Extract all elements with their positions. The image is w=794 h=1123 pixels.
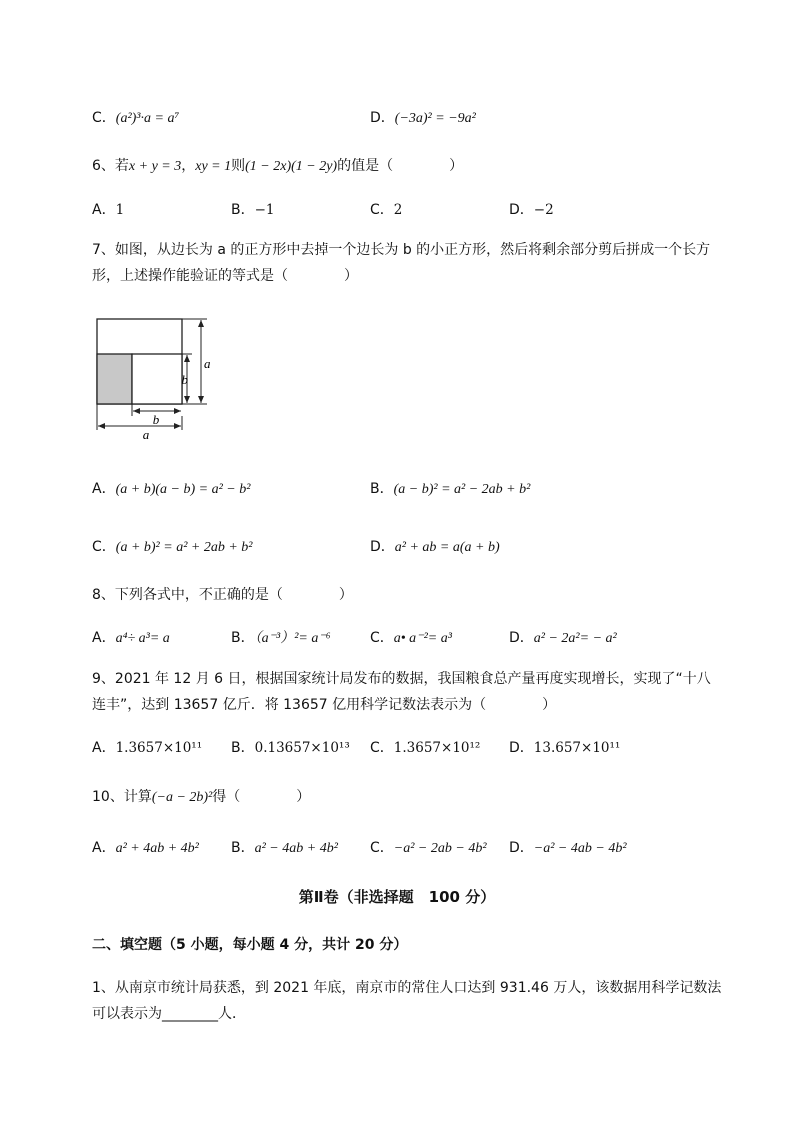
option-label: D． (509, 202, 534, 218)
q10-stem-b: 得（ ） (212, 789, 311, 805)
option-text: a² − 4ab + 4b² (254, 841, 338, 856)
q10-option-d (509, 838, 627, 859)
option-label: B． (231, 202, 255, 218)
q7-option-a (92, 479, 250, 500)
label-b: b (181, 372, 188, 387)
q6-sep: ， (181, 158, 196, 174)
arrow-head (198, 396, 204, 403)
arrow-head (198, 320, 204, 327)
option-label: D． (370, 539, 395, 555)
q10-option-c (370, 838, 487, 859)
option-label: A． (92, 202, 116, 218)
option-label: C． (370, 202, 394, 218)
option-text: (a + b)² = a² + 2ab + b² (115, 540, 253, 555)
option-label: C． (92, 539, 116, 555)
option-label: C． (370, 840, 394, 856)
q9-option-b (231, 738, 350, 758)
arrow-head (133, 408, 140, 414)
part2-title: 第Ⅱ卷（非选择题 100 分） (298, 888, 496, 906)
option-text: a² + ab = a(a + b) (394, 540, 500, 555)
q6-stem-b: 的值是（ ） (337, 158, 464, 174)
q8-option-b (231, 628, 331, 649)
option-label: B． (231, 840, 255, 856)
q8-option-a (92, 628, 170, 649)
arrow-head (174, 423, 181, 429)
q9-stem-line2: 连丰”，达到 13657 亿斤．将 13657 亿用科学记数法表示为（ ） (92, 697, 557, 713)
q6-option-b (231, 200, 275, 220)
option-label: D． (509, 840, 534, 856)
q9-option-d (509, 738, 620, 758)
option-text: a⁴÷ a³= a (115, 631, 170, 646)
q6-stem-a: 6、若 (92, 158, 129, 174)
q9-stem-line1: 9、2021 年 12 月 6 日，根据国家统计局发布的数据，我国粮食总产量再度实现增长，实现了“十八 (92, 671, 711, 687)
q10-expr: (−a − 2b)² (151, 790, 213, 805)
option-label: B． (370, 481, 394, 497)
option-text: 1.3657×10¹² (393, 740, 481, 756)
option-label: A． (92, 481, 116, 497)
q5-option-c (92, 108, 179, 129)
q5-option-d (370, 108, 476, 129)
option-text: (a − b)² = a² − 2ab + b² (393, 482, 531, 497)
option-text: −1 (254, 202, 275, 218)
q10-stem-a: 10、计算 (92, 789, 152, 805)
option-text: a² − 2a²= − a² (533, 631, 617, 646)
option-label: A． (92, 740, 116, 756)
small-square (132, 354, 182, 404)
q6-option-c (370, 200, 402, 220)
arrow-head (98, 423, 105, 429)
label-a-right: a (204, 356, 211, 371)
option-text: (a + b)(a − b) = a² − b² (115, 482, 251, 497)
arrow-head (184, 355, 190, 362)
q10-option-b (231, 838, 338, 859)
q6-stem (92, 156, 463, 177)
option-text: 13.657×10¹¹ (533, 740, 621, 756)
option-text: 2 (393, 202, 403, 218)
option-text: 1.3657×10¹¹ (115, 740, 203, 756)
q7-figure (92, 314, 222, 442)
section2-heading: 二、填空题（5 小题，每小题 4 分，共计 20 分） (92, 937, 408, 953)
option-text: −2 (533, 202, 554, 218)
q6-option-d (509, 200, 554, 220)
option-expr: (−3a)² = −9a² (394, 111, 476, 126)
q6-option-a (92, 200, 124, 220)
option-text: 0.13657×10¹³ (254, 740, 350, 756)
q7-stem-line1: 7、如图，从边长为 a 的正方形中去掉一个边长为 b 的小正方形，然后将剩余部分剪后拼成一个长方 (92, 242, 711, 258)
arrow-head (184, 396, 190, 403)
option-label: A． (92, 630, 116, 646)
option-text: 1 (115, 202, 125, 218)
label-a-bottom: a (142, 427, 150, 442)
arrow-head (174, 408, 181, 414)
q6-expr2: xy = 1 (195, 159, 232, 174)
option-expr: (a²)³·a = a⁷ (115, 111, 180, 126)
option-text: −a² − 4ab − 4b² (533, 841, 627, 856)
q9-option-c (370, 738, 480, 758)
option-text: a• a⁻²= a³ (393, 631, 452, 646)
q7-option-d (370, 537, 500, 558)
option-label: D． (509, 630, 534, 646)
q6-expr3: (1 − 2x)(1 − 2y) (245, 159, 338, 174)
option-label: D． (509, 740, 534, 756)
option-text: −a² − 2ab − 4b² (393, 841, 487, 856)
option-text: a² + 4ab + 4b² (115, 841, 199, 856)
option-text: （a⁻³）²= a⁻⁶ (254, 631, 331, 646)
q6-expr1: x + y = 3 (128, 159, 182, 174)
q7-option-b (370, 479, 530, 500)
q10-stem (92, 787, 310, 808)
option-label: C． (92, 110, 116, 126)
q7-option-c (92, 537, 253, 558)
option-label: C． (370, 740, 394, 756)
q7-stem-line2: 形，上述操作能验证的等式是（ ） (92, 268, 358, 284)
label-b-bottom: b (152, 412, 160, 427)
option-label: B． (231, 740, 255, 756)
q8-option-d (509, 628, 617, 649)
option-label: D． (370, 110, 395, 126)
q10-option-a (92, 838, 199, 859)
q8-option-c (370, 628, 452, 649)
option-label: A． (92, 840, 116, 856)
shaded-region (97, 354, 132, 404)
option-label: C． (370, 630, 394, 646)
q6-then: 则 (231, 158, 246, 174)
q8-stem: 8、下列各式中，不正确的是（ ） (92, 587, 353, 603)
fill1-line2: 可以表示为________人． (92, 1006, 246, 1022)
option-label: B． (231, 630, 255, 646)
fill1-line1: 1、从南京市统计局获悉，到 2021 年底，南京市的常住人口达到 931.46 万人，该数据用科学记数法 (92, 980, 722, 996)
q9-option-a (92, 738, 202, 758)
